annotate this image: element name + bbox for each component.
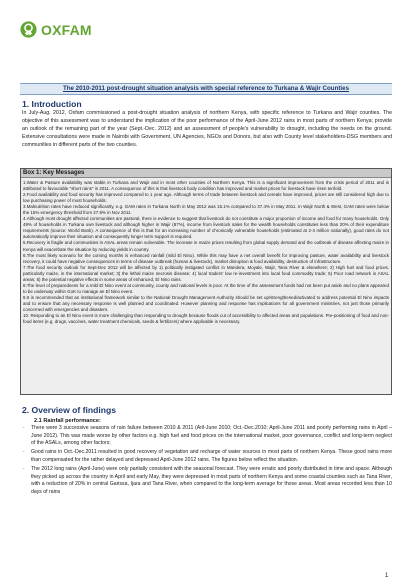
key-message-item: 4.Although most drought affected communities are pastoral, there is evidence to suggest that livestock do not constitute a major proportion of income and food for many households. Only 49% of households in Turkana own livestock and although higher in Wajir (87%), income from livestock sales for the wealth households constitutes less than 20% of their expenditure requirements (source: World Bank). A consequence of this is that for an increasing number of chronically vulnerable households (estimated at 2-3 million nationally), good rains do not automatically improve their situation and consequently longer term support is required. <box>23 216 389 240</box>
document-title-bar <box>20 83 392 95</box>
key-message-item: 10. Responding to an El Nino event is more challenging than responding to drought because floods cut of accessibility to affected areas and populations. Pre-positioning of food and non-food items (e.g. drugs, vaccines, water treatment chemicals, seeds & fertilizers) where applicable is necessary. <box>23 313 389 325</box>
list-item <box>22 449 392 464</box>
key-messages-list <box>23 180 389 325</box>
bullet-text: The 2012 long rains (April-June) were only partially consistent with the seasonal forecast. They were erratic and poorly distributed in time and space. Although they picked up across the country in April and early May, they were depressed in most parts of northern Kenya and some coastal counties such as Tana River, with a reduction of 20% in central Garissa, Ijara and Tana River, when compared to the long-term average for those areas. Most areas recorded less than 10 days of rains <box>31 465 392 495</box>
bullet-icon: · <box>23 425 25 431</box>
list-item <box>22 466 392 497</box>
section-introduction-heading: 1. Introduction <box>22 99 82 109</box>
bullet-text: There were 3 successive seasons of rain failure between 2010 & 2011 (Aril-June 2010; Oct.-Dec.2010; April-June 2011 and poorly performing rains in April – June 2012). This was made worse by other factors e.g. high fuel and food prices on the international market, poor governance, conflict and long-term neglect of the ASALs, among other factors; <box>31 425 392 447</box>
key-message-item: 5.Recovery is fragile and communities in ASAL areas remain vulnerable. The increase in maize prices resulting from global supply demand and the outbreak of disease affecting maize in Kenya will exacerbate the situation by reducing yields in country. <box>23 240 389 252</box>
document-title: The 2010-2011 post-drought situation analysis with special reference to Turkana & Wajir Counties <box>62 85 350 92</box>
rainfall-performance-subheading: 2.1 Rainfall performance: <box>34 418 101 424</box>
oxfam-logo <box>20 21 92 38</box>
key-message-item: 3.Malnutrition rates have reduced significantly, e.g. GAM rates in Turkana North in May 2012 was 15.1% compared to 37.4% in May 2011. In Wajir North & West, GAM rates were below the 15% emergency threshold from 27.9% in Nov 2011. <box>23 204 389 216</box>
oxfam-logo-text: OXFAM <box>41 21 92 38</box>
page-number: 1 <box>385 573 389 579</box>
list-item <box>22 425 392 448</box>
oxfam-logo-icon <box>20 21 37 38</box>
key-message-item: 2.Food availability and food security has improved compared to 1 year ago. Although terms of trade between livestock and cereals have improved, prices are still considered high due to low purchasing power of most households. <box>23 192 389 204</box>
key-message-item: 6.The most likely scenario for the coming months is enhanced rainfall (mild El Nino). While this may have a net overall benefit for improving pasture, water availability and livestock recovery, it could have negative consequences in terms of disease outbreak (human & livestock), market disruption & food availability, destruction of infrastructure. <box>23 252 389 264</box>
bullet-icon: · <box>23 465 25 472</box>
key-messages-title: Box 1: Key Messages <box>21 169 391 178</box>
key-message-item: 1.Water & Pasture availability was stable in Turkana and Wajir and in most other counties of Northern Kenya. This is a significant improvement from the crisis period of 2011 and is attributed to favourable "short rains" in 2011. A consequence of this is that livestock body condition has improved and market prices for livestock have risen tenfold. <box>23 180 389 192</box>
rainfall-bullet-list <box>22 425 392 498</box>
bullet-text: Good rains in Oct.-Dec.2011 resulted in good recovery of vegetation and recharge of water sources in most parts of northern Kenya. These good rains more than compensated for the rather delayed and depressed April-June 2012 rains. The figures below reflect the situation. <box>31 449 392 463</box>
section-overview-heading: 2. Overview of findings <box>22 405 117 415</box>
key-message-item: 8.The level of preparedness for a mild El Nino event at community, county and national levels is poor. At the time of the assessment funds had not been put aside and no plans appeared to be underway within GoK to manage an El Nino event. <box>23 282 389 294</box>
introduction-paragraph: In July-Aug. 2012, Oxfam commissioned a post-drought situation analysis of northern Kenya, with specific reference to Turkana and Wajir counties. The objective of this assessment was to understand the implication of the poor performance of the April-June 2012 rains in most parts of northern Kenya; provide an outlook of the remaining part of the year (Sept.-Dec. 2012) and an assessment of people's vulnerability to drought, including the needs on the ground. Extensive consultations were made in Nairobi with Government, UN Agencies, NGOs and Donors, but also with County level stakeholders-DSG members and communities in different parts of the two counties. <box>22 110 392 148</box>
key-message-item: 7.The food security outlook for Sept-Dec 2012 will be affected by 1) politically instigated conflict in Mandera, Moyale, Wajir, Tana River & elsewhere; 2) High fuel and food prices, particularly maize, in the international market; 3) the lethal maize necrosis disease; 4) local traders' low re-investment into local food commodity trade; 5) Poor road network in ASAL areas; 6) the potential negative effects in some areas of enhanced, El Nino rains. <box>23 264 389 282</box>
key-message-item: 9.It is recommended that an institutional framework similar to the National Drought Management Authority should be set up/strengthened/activated to address potential El Nino impacts and to ensure that any necessary response is well planned and coordinated. However planning and response has implications for all government ministries, not just those primarily concerned with emergencies and disasters. <box>23 294 389 312</box>
key-messages-box <box>20 168 392 395</box>
bullet-icon: · <box>23 449 25 456</box>
